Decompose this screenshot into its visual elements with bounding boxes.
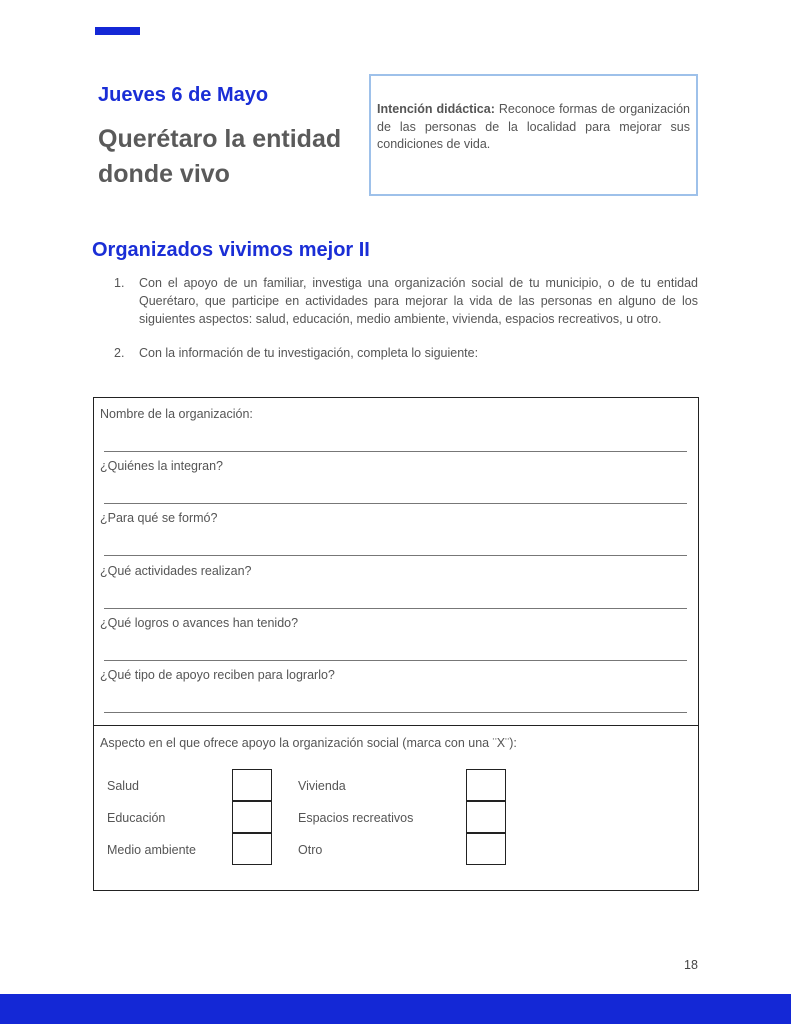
- instruction-item: [114, 274, 698, 328]
- question-support-type: ¿Qué tipo de apoyo reciben para lograrlo?: [100, 668, 335, 682]
- answer-line-organization-name[interactable]: [104, 451, 687, 452]
- instruction-text: Con la información de tu investigación, completa lo siguiente:: [139, 346, 479, 360]
- option-label-educacion: Educación: [107, 811, 166, 825]
- checkbox-espacios-recreativos[interactable]: [466, 801, 506, 833]
- lesson-date: Jueves 6 de Mayo: [98, 84, 269, 106]
- instruction-text: Con el apoyo de un familiar, investiga una organización social de tu municipio, o de tu entidad Querétaro, que participe en actividades para mejorar la vida de las personas en alguno de los siguientes aspectos: salud, educación, medio ambiente, vivienda, espacios recreativos, u otro.: [139, 276, 698, 326]
- instruction-item: [114, 344, 698, 362]
- page-number: 18: [684, 958, 698, 972]
- option-label-medio-ambiente: Medio ambiente: [107, 843, 196, 857]
- question-members: ¿Quiénes la integran?: [100, 459, 223, 473]
- intent-label: Intención didáctica:: [377, 102, 495, 116]
- checkbox-medio-ambiente[interactable]: [232, 833, 272, 865]
- top-accent-bar: [95, 27, 140, 35]
- checkbox-salud[interactable]: [232, 769, 272, 801]
- question-organization-name: Nombre de la organización:: [100, 407, 253, 421]
- checkbox-vivienda[interactable]: [466, 769, 506, 801]
- answer-line-achievements[interactable]: [104, 660, 687, 661]
- option-label-espacios-recreativos: Espacios recreativos: [298, 811, 414, 825]
- page-title: Querétaro la entidad donde vivo: [98, 125, 342, 188]
- form-divider: [94, 725, 698, 726]
- answer-line-purpose[interactable]: [104, 555, 687, 556]
- question-purpose: ¿Para qué se formó?: [100, 511, 218, 525]
- checkbox-otro[interactable]: [466, 833, 506, 865]
- option-label-vivienda: Vivienda: [298, 779, 346, 793]
- section-title: Organizados vivimos mejor II: [92, 239, 370, 261]
- answer-line-activities[interactable]: [104, 608, 687, 609]
- checkbox-educacion[interactable]: [232, 801, 272, 833]
- instruction-number: 1.: [114, 276, 125, 290]
- instruction-number: 2.: [114, 346, 125, 360]
- intent-text: Reconoce formas de organización de las personas de la localidad para mejorar sus condiciones de vida.: [377, 102, 690, 151]
- didactic-intention-box: [369, 74, 698, 196]
- organization-form: [93, 397, 699, 891]
- question-activities: ¿Qué actividades realizan?: [100, 564, 252, 578]
- answer-line-support-type[interactable]: [104, 712, 687, 713]
- bottom-accent-band: [0, 994, 791, 1024]
- option-label-salud: Salud: [107, 779, 139, 793]
- instructions-list: [114, 274, 698, 362]
- option-label-otro: Otro: [298, 843, 323, 857]
- answer-line-members[interactable]: [104, 503, 687, 504]
- aspect-title: Aspecto en el que ofrece apoyo la organización social (marca con una ¨X¨):: [100, 736, 517, 750]
- question-achievements: ¿Qué logros o avances han tenido?: [100, 616, 299, 630]
